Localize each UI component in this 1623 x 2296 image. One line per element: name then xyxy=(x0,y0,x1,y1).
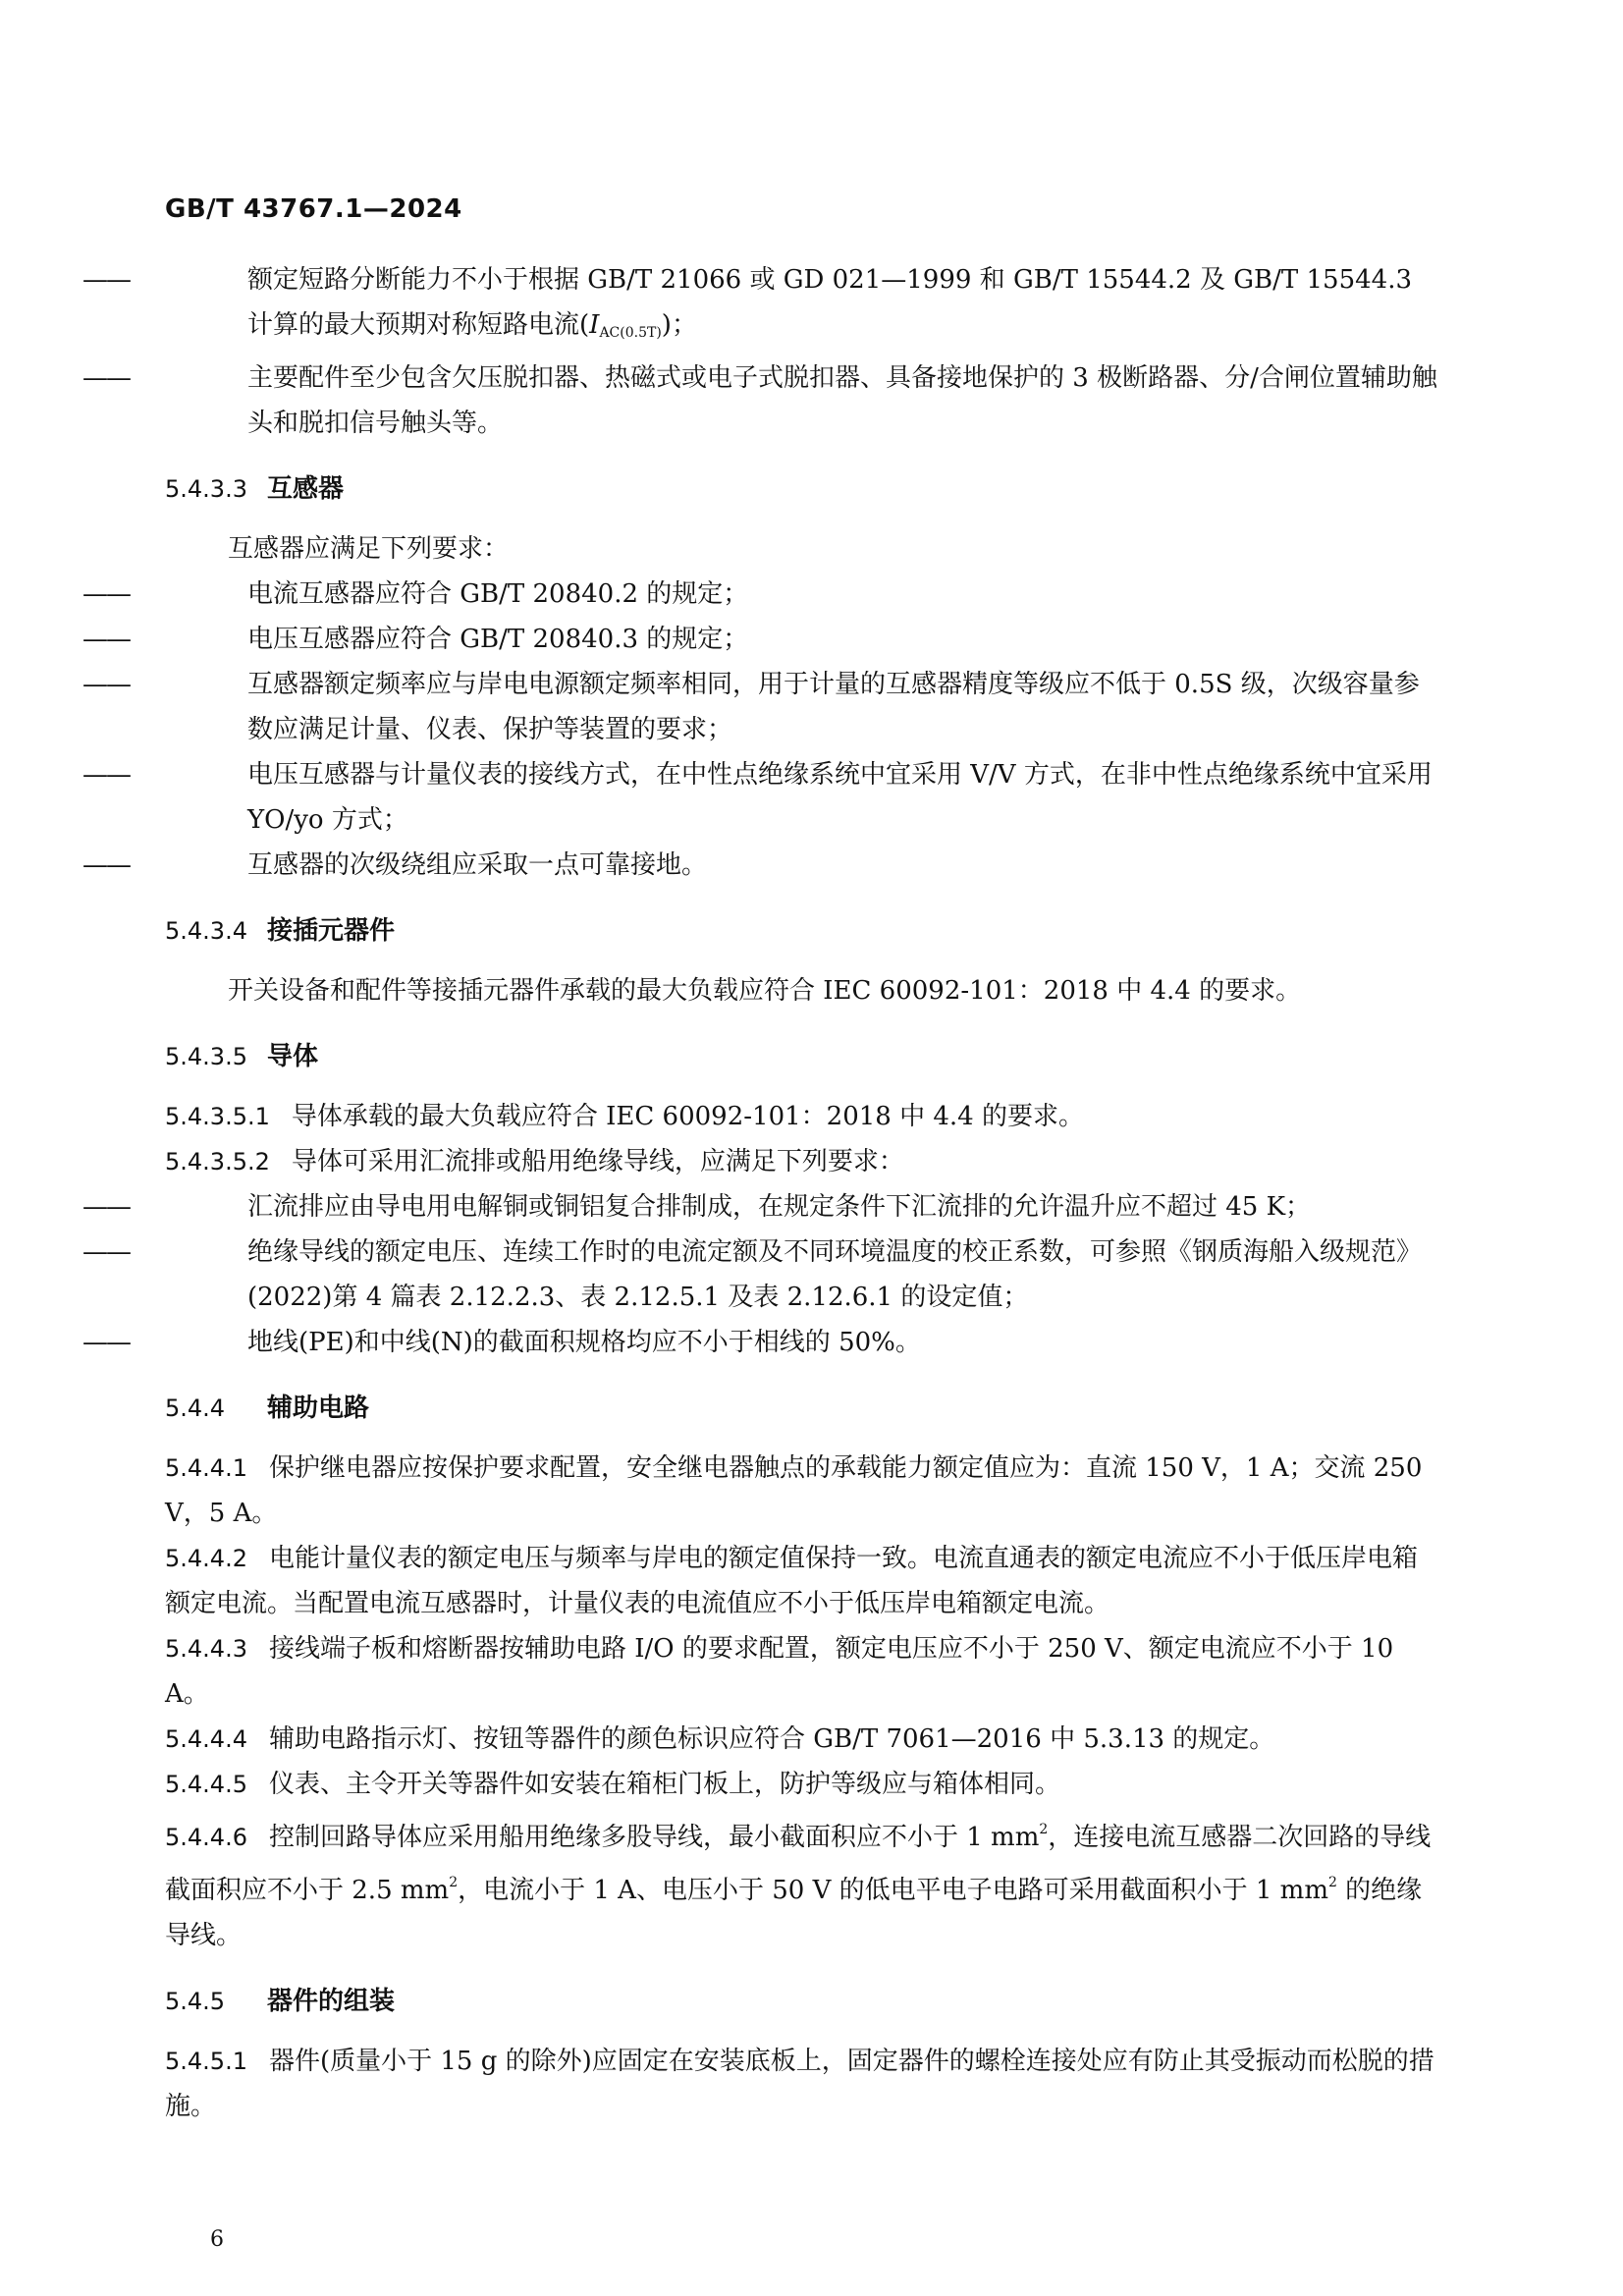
list-item xyxy=(165,355,1441,446)
clause-text: 辅助电路指示灯、按钮等器件的颜色标识应符合 GB/T 7061—2016 中 5.3.13 的规定。 xyxy=(268,1724,1275,1754)
clause-text: 保护继电器应按保护要求配置，安全继电器触点的承载能力额定值应为：直流 150 V，1 A；交流 250 V，5 A。 xyxy=(165,1453,1423,1528)
list-item-text: 地线(PE)和中线(N)的截面积规格均应不小于相线的 50%。 xyxy=(247,1328,921,1357)
clause-text: ，连接电流互感器二次回路的导线截面积应不小于 2.5 mm xyxy=(165,1823,1432,1905)
clause-number: 5.4.3.5.2 xyxy=(165,1148,270,1175)
list-item-text: 额定短路分断能力不小于根据 GB/T 21066 或 GD 021—1999 和 GB/T 15544.2 及 GB/T 15544.3 计算的最大预期对称短路电流( xyxy=(247,265,1412,340)
section-title: 器件的组装 xyxy=(267,1987,396,2016)
list-item xyxy=(165,617,1441,662)
section-number: 5.4.3.4 xyxy=(165,917,247,945)
clause-number: 5.4.3.5.1 xyxy=(165,1103,270,1130)
list-item-text: 汇流排应由导电用电解铜或铜铝复合排制成，在规定条件下汇流排的允许温升应不超过 45 K； xyxy=(247,1192,1312,1222)
dash-mark xyxy=(82,1320,165,1365)
dash-mark xyxy=(82,1184,165,1230)
list-item xyxy=(165,752,1441,843)
list-item-text: 电压互感器应符合 GB/T 20840.3 的规定； xyxy=(247,625,749,654)
clause-5-4-4-5 xyxy=(165,1762,1441,1807)
clause-5-4-4-6 xyxy=(165,1807,1441,1958)
clause-number: 5.4.4.5 xyxy=(165,1771,247,1798)
clause-number: 5.4.4.6 xyxy=(165,1824,247,1851)
clause-number: 5.4.4.3 xyxy=(165,1635,247,1663)
dash-mark xyxy=(82,572,165,617)
clause-5-4-4-1 xyxy=(165,1446,1441,1536)
dash-mark xyxy=(82,752,165,797)
list-item-text: 电流互感器应符合 GB/T 20840.2 的规定； xyxy=(247,579,749,609)
list-item-text: 主要配件至少包含欠压脱扣器、热磁式或电子式脱扣器、具备接地保护的 3 极断路器、分/合闸位置辅助触头和脱扣信号触头等。 xyxy=(247,363,1437,438)
section-number: 5.4.5 xyxy=(165,1988,226,2015)
dash-mark xyxy=(82,1230,165,1275)
list-item-text: 电压互感器与计量仪表的接线方式，在中性点绝缘系统中宜采用 V/V 方式，在非中性点绝缘系统中宜采用 YO/yo 方式； xyxy=(247,760,1433,835)
section-title: 互感器 xyxy=(267,474,345,504)
clause-5-4-4-2 xyxy=(165,1536,1441,1626)
list-item-text-end: )； xyxy=(661,310,697,340)
superscript: 2 xyxy=(449,1875,459,1890)
clause-text: 导体承载的最大负载应符合 IEC 60092-101：2018 中 4.4 的要求。 xyxy=(291,1102,1084,1131)
superscript: 2 xyxy=(1039,1822,1049,1837)
clause-text: 器件(质量小于 15 g 的除外)应固定在安装底板上，固定器件的螺栓连接处应有防止其受振动而松脱的措施。 xyxy=(165,2047,1434,2121)
dash-mark xyxy=(82,662,165,707)
current-subscript: AC(0.5T) xyxy=(599,325,662,341)
section-heading-5-4-5 xyxy=(165,1982,1441,2021)
clause-text: ，电流小于 1 A、电压小于 50 V 的低电平电子电路可采用截面积小于 1 mm xyxy=(458,1876,1328,1905)
clause-text: 导体可采用汇流排或船用绝缘导线，应满足下列要求： xyxy=(291,1147,904,1176)
current-symbol: I xyxy=(589,310,600,340)
clause-text: 电能计量仪表的额定电压与频率与岸电的额定值保持一致。电流直通表的额定电流应不小于低压岸电箱额定电流。当配置电流互感器时，计量仪表的电流值应不小于低压岸电箱额定电流。 xyxy=(165,1544,1418,1618)
clause-5-4-5-1 xyxy=(165,2039,1441,2129)
section-intro: 互感器应满足下列要求： xyxy=(228,534,510,564)
superscript: 2 xyxy=(1328,1875,1337,1890)
list-item xyxy=(165,1230,1441,1320)
clause-text: 控制回路导体应采用船用绝缘多股导线，最小截面积应不小于 1 mm xyxy=(268,1823,1040,1852)
clause-5-4-3-5-2 xyxy=(165,1139,1441,1184)
clause-text: 仪表、主令开关等器件如安装在箱柜门板上，防护等级应与箱体相同。 xyxy=(268,1770,1060,1799)
list-item xyxy=(165,257,1441,355)
page-content xyxy=(165,257,1441,2129)
list-item xyxy=(165,662,1441,752)
clause-text: 的绝缘导线。 xyxy=(165,1876,1423,1950)
section-heading-5-4-3-5 xyxy=(165,1037,1441,1076)
section-heading-5-4-3-4 xyxy=(165,911,1441,951)
clause-5-4-4-3 xyxy=(165,1626,1441,1717)
list-item-text: 互感器的次级绕组应采取一点可靠接地。 xyxy=(247,850,708,880)
page-number: 6 xyxy=(210,2227,224,2252)
section-heading-5-4-3-3 xyxy=(165,469,1441,509)
clause-number: 5.4.4.4 xyxy=(165,1725,247,1753)
section-number: 5.4.4 xyxy=(165,1394,226,1422)
clause-number: 5.4.4.2 xyxy=(165,1545,247,1572)
dash-mark xyxy=(82,257,165,302)
list-item-text: 绝缘导线的额定电压、连续工作时的电流定额及不同环境温度的校正系数，可参照《钢质海船入级规范》(2022)第 4 篇表 2.12.2.3、表 2.12.5.1 及表 2.12.6.1 的设定值； xyxy=(247,1237,1423,1312)
section-number: 5.4.3.3 xyxy=(165,475,247,503)
list-item-text: 互感器额定频率应与岸电电源额定频率相同，用于计量的互感器精度等级应不低于 0.5S 级，次级容量参数应满足计量、仪表、保护等装置的要求； xyxy=(247,670,1420,744)
clause-number: 5.4.4.1 xyxy=(165,1454,247,1482)
standard-number-header: GB/T 43767.1—2024 xyxy=(165,194,462,224)
clause-5-4-3-5-1 xyxy=(165,1094,1441,1139)
dash-mark xyxy=(82,617,165,662)
section-title: 接插元器件 xyxy=(267,916,396,946)
clause-text: 接线端子板和熔断器按辅助电路 I/O 的要求配置，额定电压应不小于 250 V、额定电流应不小于 10 A。 xyxy=(165,1634,1394,1709)
list-item xyxy=(165,1320,1441,1365)
clause-5-4-4-4 xyxy=(165,1717,1441,1762)
list-item xyxy=(165,572,1441,617)
section-number: 5.4.3.5 xyxy=(165,1043,247,1070)
section-text: 开关设备和配件等接插元器件承载的最大负载应符合 IEC 60092-101：2018 中 4.4 的要求。 xyxy=(228,976,1302,1006)
list-item xyxy=(165,843,1441,888)
section-heading-5-4-4 xyxy=(165,1389,1441,1428)
section-title: 导体 xyxy=(267,1042,319,1071)
dash-mark xyxy=(82,843,165,888)
section-title: 辅助电路 xyxy=(267,1394,370,1423)
clause-number: 5.4.5.1 xyxy=(165,2048,247,2075)
list-item xyxy=(165,1184,1441,1230)
dash-mark xyxy=(82,355,165,401)
